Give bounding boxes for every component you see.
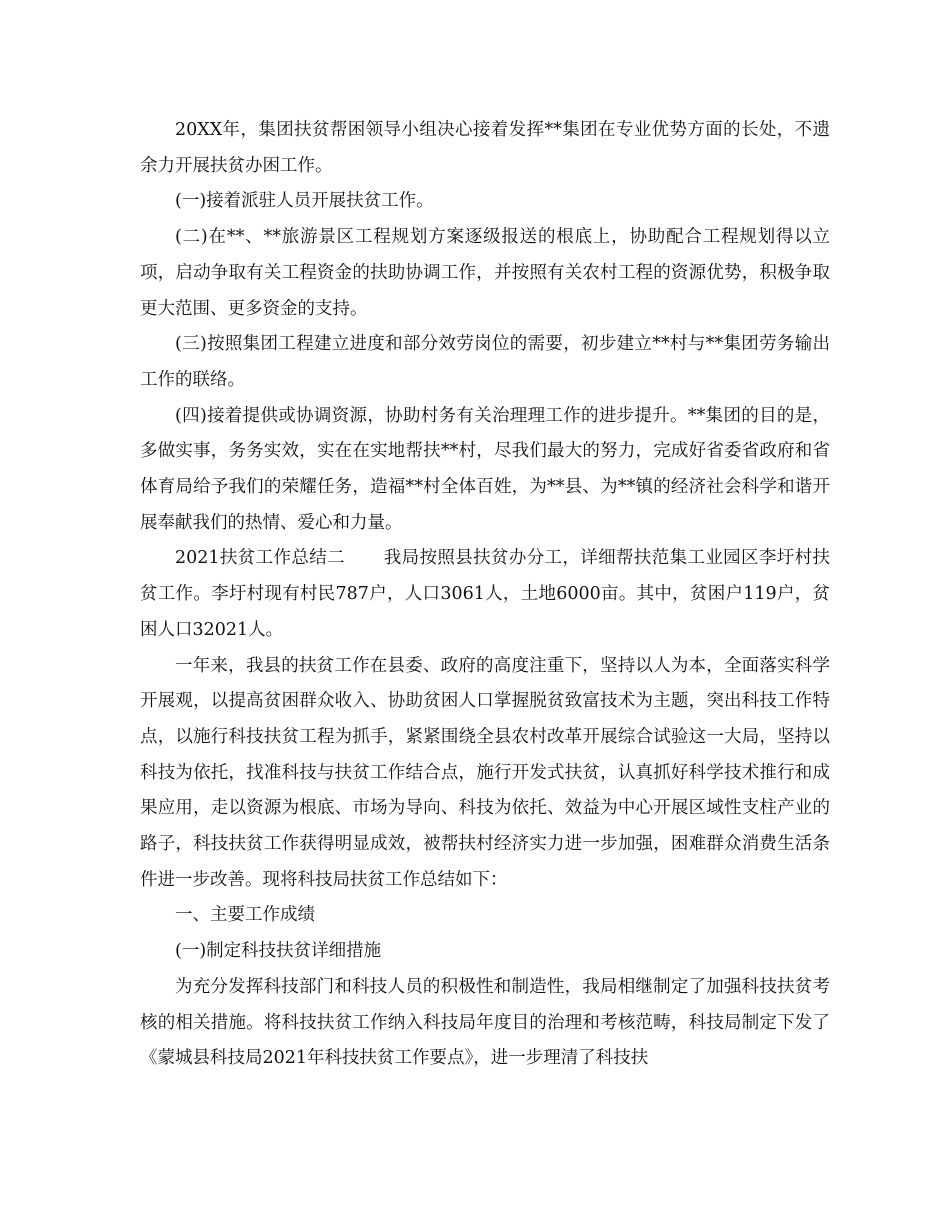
paragraph: 为充分发挥科技部门和科技人员的积极性和制造性，我局相继制定了加强科技扶贫考核的相关措施。将科技扶贫工作纳入科技局年度目的治理和考核范畴，科技局制定下发了《蒙城县科技局2021年科技扶贫工作要点》，进一步理清了科技扶 <box>140 976 830 1069</box>
paragraph: (三)按照集团工程建立进度和部分效劳岗位的需要，初步建立**村与**集团劳务输出工作的联络。 <box>140 334 830 390</box>
section-heading: 2021扶贫工作总结二 <box>175 548 345 569</box>
document-page <box>140 113 830 1077</box>
paragraph: (一)接着派驻人员开展扶贫工作。 <box>175 191 434 212</box>
paragraph: (二)在**、**旅游景区工程规划方案逐级报送的根底上，协助配合工程规划得以立项，启动争取有关工程资金的扶助协调工作，并按照有关农村工程的资源优势，积极争取更大范围、更多资金的支持。 <box>140 227 830 319</box>
paragraph: 一、主要工作成绩 <box>175 905 315 926</box>
paragraph-text: 我局按照县扶贫办分工，详细帮扶范集工业园区李圩村扶贫工作。李圩村现有村民787户，人口3061人，土地6000亩。其中，贫困户119户，贫困人口32021人。 <box>140 548 830 640</box>
paragraph: 一年来，我县的扶贫工作在县委、政府的高度注重下，坚持以人为本，全面落实科学开展观，以提高贫困群众收入、协助贫困人口掌握脱贫致富技术为主题，突出科技工作特点，以施行科技扶贫工程为抓手，紧紧围绕全县农村改革开展综合试验这一大局，坚持以科技为依托，找准科技与扶贫工作结合点，施行开发式扶贫，认真抓好科学技术推行和成果应用，走以资源为根底、市场为导向、科技为依托、效益为中心开展区域性支柱产业的路子，科技扶贫工作获得明显成效，被帮扶村经济实力进一步加强，困难群众消费生活条件进一步改善。现将科技局扶贫工作总结如下： <box>140 655 830 890</box>
paragraph: 20XX年，集团扶贫帮困领导小组决心接着发挥**集团在专业优势方面的长处，不遗余力开展扶贫办困工作。 <box>140 120 830 176</box>
paragraph: (四)接着提供或协调资源，协助村务有关治理理工作的进步提升。**集团的目的是，多做实事，务务实效，实在在实地帮扶**村，尽我们最大的努力，完成好省委省政府和省体育局给予我们的荣耀任务，造福**村全体百姓，为**县、为**镇的经济社会科学和谐开展奉献我们的热情、爱心和力量。 <box>140 405 830 533</box>
paragraph: (一)制定科技扶贫详细措施 <box>175 941 382 962</box>
paragraph-with-heading <box>140 541 830 648</box>
